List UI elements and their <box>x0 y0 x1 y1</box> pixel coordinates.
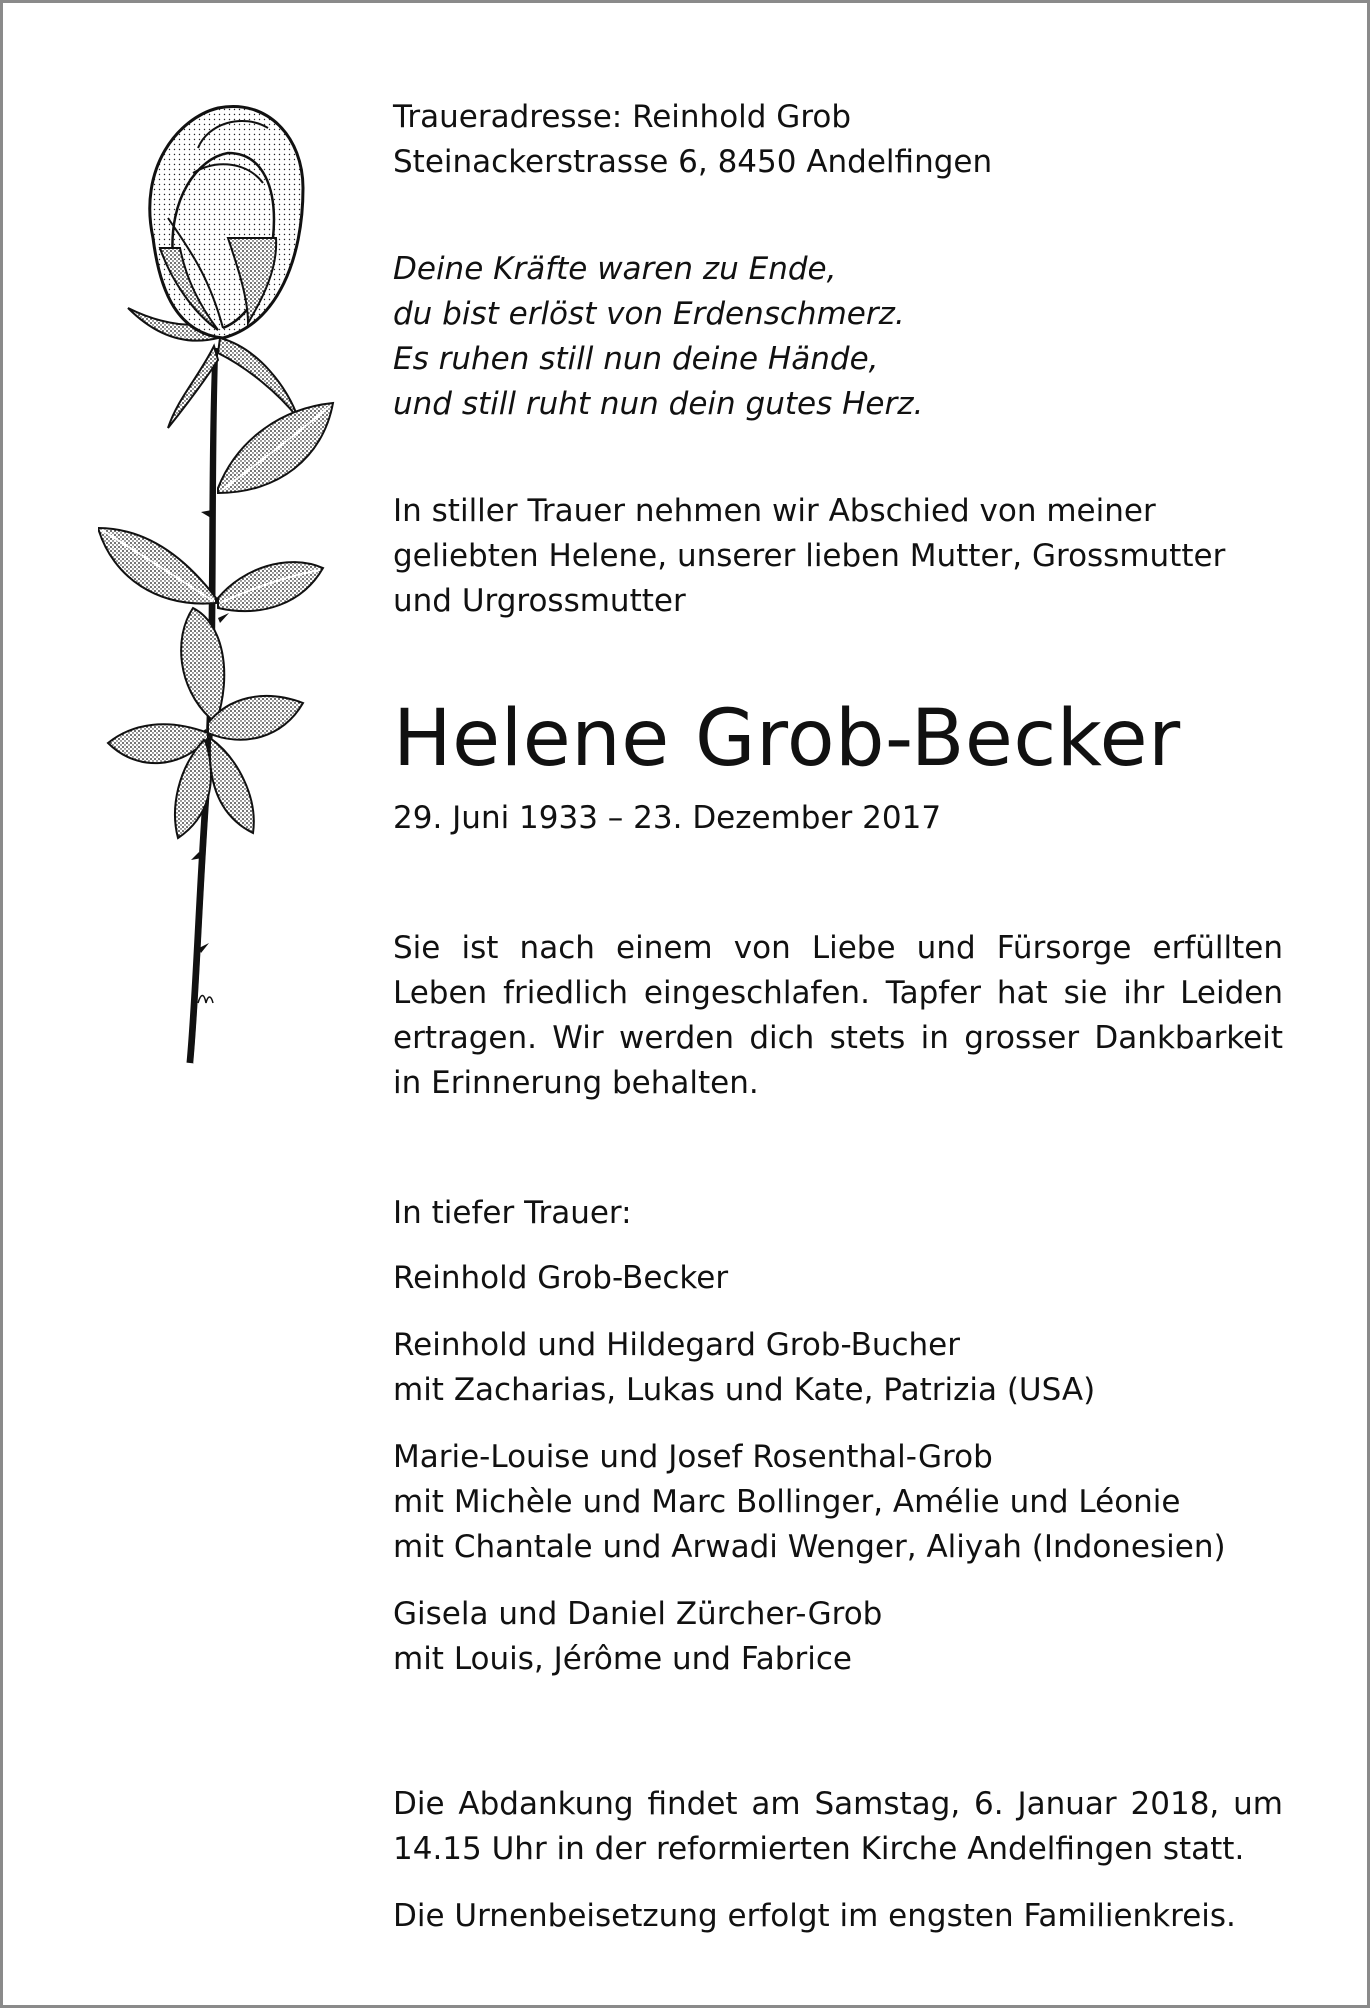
mourning-address <box>393 95 1283 185</box>
intro-line: und Urgrossmutter <box>393 583 686 619</box>
mourner-line: mit Zacharias, Lukas und Kate, Patrizia (USA) <box>393 1372 1096 1408</box>
life-dates: 29. Juni 1933 – 23. Dezember 2017 <box>393 800 942 836</box>
intro-line: In stiller Trauer nehmen wir Abschied von meiner <box>393 493 1156 529</box>
mourner-line: Reinhold und Hildegard Grob-Bucher <box>393 1327 960 1363</box>
service-line: Die Abdankung findet am Samstag, 6. Januar 2018, um <box>393 1786 1283 1822</box>
intro-line: geliebten Helene, unserer lieben Mutter, Grossmutter <box>393 538 1226 574</box>
mourner-line: Reinhold Grob-Becker <box>393 1260 729 1296</box>
mourner-line: mit Chantale und Arwadi Wenger, Aliyah (Indonesien) <box>393 1529 1226 1565</box>
funeral-service-info <box>393 1782 1283 1872</box>
poem-line: Es ruhen still nun deine Hände, <box>393 341 879 377</box>
mourner-group <box>393 1323 1283 1413</box>
bio-line: Sie ist nach einem von Liebe und Fürsorge erfüllten <box>393 930 1283 966</box>
mourner-group <box>393 1592 1283 1682</box>
rose-illustration-icon <box>98 98 378 1078</box>
poem-line: du bist erlöst von Erdenschmerz. <box>393 296 905 332</box>
bio-line: in Erinnerung behalten. <box>393 1065 759 1101</box>
mourner-line: Gisela und Daniel Zürcher-Grob <box>393 1596 883 1632</box>
burial-info: Die Urnenbeisetzung erfolgt im engsten Familienkreis. <box>393 1898 1236 1934</box>
mourner-group <box>393 1435 1283 1570</box>
address-line: Traueradresse: Reinhold Grob <box>393 99 852 135</box>
mourner-line: mit Michèle und Marc Bollinger, Amélie und Léonie <box>393 1484 1181 1520</box>
biography <box>393 926 1283 1106</box>
poem-line: Deine Kräfte waren zu Ende, <box>393 251 837 287</box>
poem <box>393 247 1283 427</box>
poem-line: und still ruht nun dein gutes Herz. <box>393 386 924 422</box>
bio-line: Leben friedlich eingeschlafen. Tapfer hat sie ihr Leiden <box>393 975 1283 1011</box>
mourners-heading: In tiefer Trauer: <box>393 1195 632 1231</box>
deceased-name: Helene Grob-Becker <box>393 694 1181 784</box>
farewell-intro <box>393 489 1283 624</box>
mourner-line: Marie-Louise und Josef Rosenthal-Grob <box>393 1439 993 1475</box>
service-line: 14.15 Uhr in der reformierten Kirche Andelfingen statt. <box>393 1831 1245 1867</box>
obituary-text <box>393 95 1283 1939</box>
bio-line: ertragen. Wir werden dich stets in grosser Dankbarkeit <box>393 1020 1283 1056</box>
address-line: Steinackerstrasse 6, 8450 Andelfingen <box>393 144 993 180</box>
mourner-line: mit Louis, Jérôme und Fabrice <box>393 1641 852 1677</box>
mourner-group <box>393 1256 1283 1301</box>
